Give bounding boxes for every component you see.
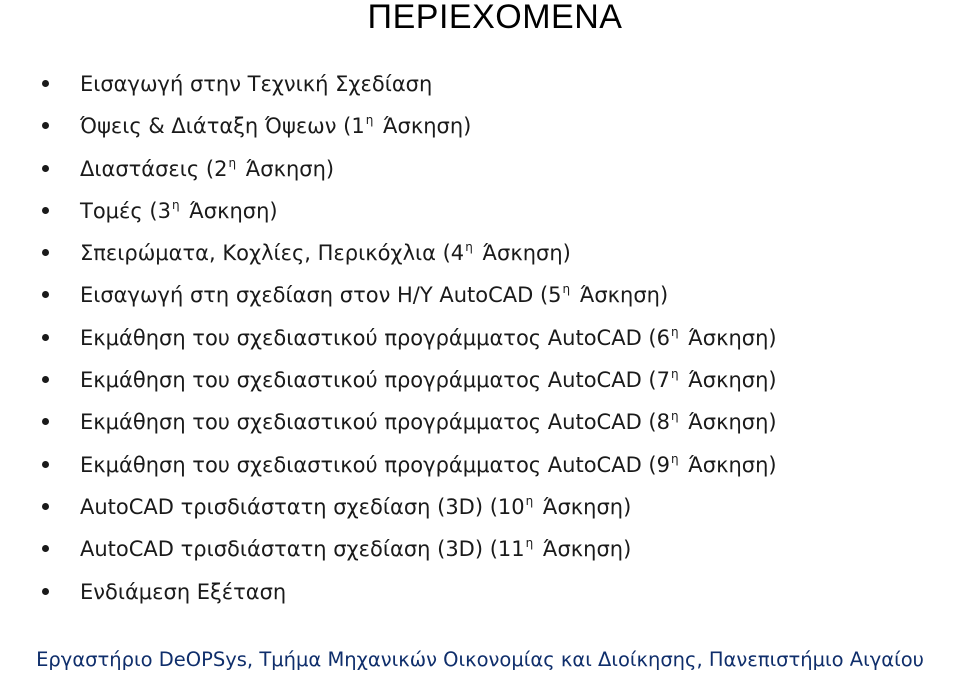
item-text: Εισαγωγή στην Τεχνική Σχεδίαση	[80, 72, 433, 96]
item-superscript: η	[670, 409, 679, 424]
item-superscript: η	[670, 324, 679, 339]
list-item	[42, 190, 777, 232]
item-superscript: η	[365, 113, 374, 128]
item-text: AutoCAD τρισδιάστατη σχεδίαση (3D) (11	[80, 537, 525, 562]
item-superscript: η	[670, 367, 679, 382]
list-item	[42, 401, 777, 443]
item-superscript: η	[525, 493, 534, 508]
item-text: Εκμάθηση του σχεδιαστικού προγράμματος AutoCAD (9	[80, 452, 670, 477]
bullet-icon	[42, 461, 49, 468]
bullet-icon	[42, 545, 49, 552]
item-text: Εκμάθηση του σχεδιαστικού προγράμματος AutoCAD (6	[80, 325, 670, 350]
list-item	[42, 105, 777, 147]
list-item	[42, 317, 777, 359]
list-item	[42, 274, 777, 316]
bullet-icon	[42, 503, 49, 510]
item-suffix: Άσκηση)	[681, 452, 777, 477]
bullet-icon	[42, 207, 49, 214]
bullet-icon	[42, 334, 49, 341]
page-title: ΠΕΡΙΕΧΟΜΕΝΑ	[367, 0, 623, 36]
item-text: Τομές (3	[80, 198, 171, 223]
item-superscript: η	[171, 197, 180, 212]
bullet-icon	[42, 588, 49, 595]
list-item	[42, 486, 777, 528]
item-superscript: η	[228, 155, 237, 170]
item-text: Όψεις & Διάταξη Όψεων (1	[80, 114, 365, 139]
item-text: Εκμάθηση του σχεδιαστικού προγράμματος AutoCAD (8	[80, 410, 670, 435]
footer-credit: Εργαστήριο DeOPSys, Τμήμα Μηχανικών Οικονομίας και Διοίκησης, Πανεπιστήμιο Αιγαίου	[36, 648, 924, 671]
item-superscript: η	[670, 451, 679, 466]
item-text: Εκμάθηση του σχεδιαστικού προγράμματος AutoCAD (7	[80, 368, 670, 393]
contents-list	[42, 63, 777, 613]
item-suffix: Άσκηση)	[681, 410, 777, 435]
list-item	[42, 148, 777, 190]
item-suffix: Άσκηση)	[681, 368, 777, 393]
item-suffix: Άσκηση)	[536, 537, 632, 562]
list-item	[42, 232, 777, 274]
item-suffix: Άσκηση)	[475, 241, 571, 266]
list-item	[42, 359, 777, 401]
item-suffix: Άσκηση)	[182, 198, 278, 223]
item-text: Εισαγωγή στη σχεδίαση στον Η/Υ AutoCAD (5	[80, 283, 562, 308]
item-suffix: Άσκηση)	[376, 114, 472, 139]
item-text: Ενδιάμεση Εξέταση	[80, 579, 287, 604]
item-suffix: Άσκηση)	[573, 283, 669, 308]
item-suffix: Άσκηση)	[681, 325, 777, 350]
bullet-icon	[42, 122, 49, 129]
item-superscript: η	[525, 536, 534, 551]
bullet-icon	[42, 165, 49, 172]
item-superscript: η	[465, 240, 473, 255]
bullet-icon	[42, 249, 49, 256]
bullet-icon	[42, 418, 49, 425]
list-item	[42, 571, 777, 613]
list-item	[42, 63, 777, 105]
bullet-icon	[42, 80, 49, 87]
item-suffix: Άσκηση)	[239, 156, 335, 181]
list-item	[42, 528, 777, 570]
item-text: Διαστάσεις (2	[80, 156, 228, 181]
bullet-icon	[42, 376, 49, 383]
bullet-icon	[42, 291, 49, 298]
item-text: Σπειρώματα, Κοχλίες, Περικόχλια (4	[80, 241, 465, 266]
item-superscript: η	[562, 282, 571, 297]
item-suffix: Άσκηση)	[536, 494, 632, 519]
list-item	[42, 444, 777, 486]
item-text: AutoCAD τρισδιάστατη σχεδίαση (3D) (10	[80, 494, 525, 519]
